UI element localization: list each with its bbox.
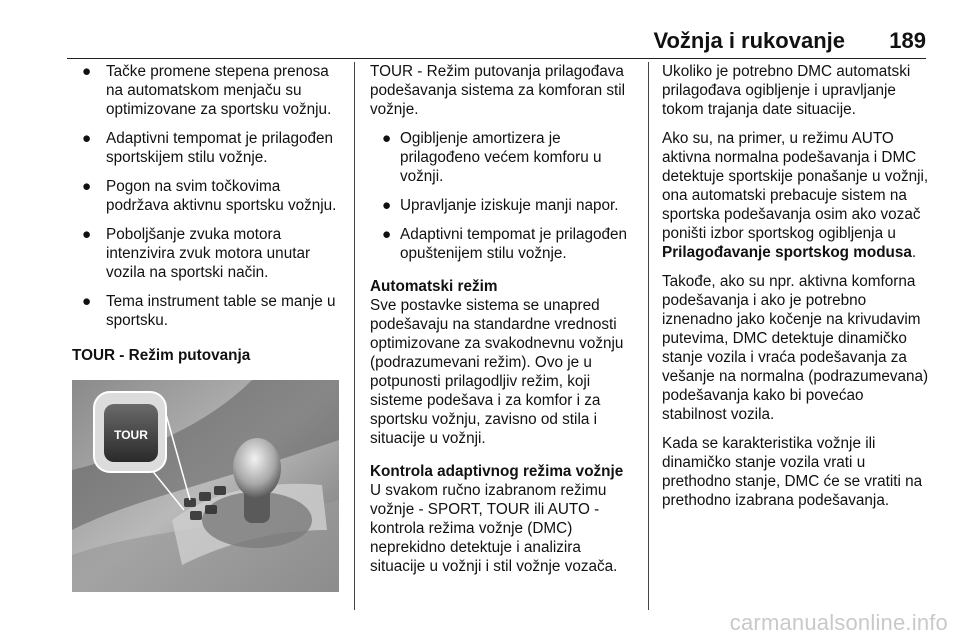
list-item: ● Ogibljenje amortizera je prilagođeno većem komforu u vožnji.	[382, 130, 602, 185]
bullet-icon: ●	[82, 293, 92, 310]
bullet-icon: ●	[82, 130, 92, 147]
tour-button-photo	[72, 380, 339, 592]
tour-features-list	[370, 129, 638, 263]
list-item: ● Poboljšanje zvuka motora intenzivira zvuk motora unutar vozila na sportski način.	[82, 226, 311, 281]
sport-features-list	[72, 62, 340, 330]
bullet-icon: ●	[82, 178, 92, 195]
bullet-icon: ●	[82, 226, 92, 243]
page-header	[0, 0, 960, 58]
list-item: ● Tema instrument table se manje u sportsku.	[82, 293, 336, 329]
column-divider-2	[648, 62, 649, 610]
chapter-title: Vožnja i rukovanje	[653, 28, 845, 53]
tour-button-label: TOUR	[114, 428, 148, 442]
tour-intro: TOUR - Režim putovanja prilagođava podešavanja sistema za komforan stil vožnje.	[370, 63, 626, 118]
paragraph: Ako su, na primer, u režimu AUTO aktivna normalna podešavanja i DMC detektuje sportskije ponašanje u vožnji, ona automatski prebacuje sistem na sportska podešavanja osim ako vozač poništi izbor sportskog ogibljenja u Prilagođavanje sportskog modusa.	[662, 130, 929, 261]
paragraph: Kada se karakteristika vožnje ili dinamičko stanje vozila vrati u prethodno stanje, DMC će se vratiti na prethodno izabrana podešavanja.	[662, 435, 923, 509]
list-item: ● Pogon na svim točkovima podržava aktivnu sportsku vožnju.	[82, 178, 337, 214]
header-rule	[67, 58, 926, 59]
bullet-icon: ●	[82, 63, 92, 80]
bullet-icon: ●	[382, 130, 392, 147]
page-number: 189	[889, 28, 926, 53]
tour-mode-heading: TOUR - Režim putovanja	[72, 347, 251, 364]
list-item: ● Upravljanje iziskuje manji napor.	[382, 197, 619, 214]
column-divider-1	[354, 62, 355, 610]
paragraph: Takođe, ako su npr. aktivna komforna podešavanja i ako je potrebno iznenadno jako kočenje na krivudavim putevima, DMC detektuje dinamičko stanje vozila i vraća podešavanja za vešanje na normalna (podrazumevana) podešavanja kako bi povećao stabilnost vozila.	[662, 273, 929, 423]
list-item: ● Adaptivni tempomat je prilagođen opuštenijem stilu vožnje.	[382, 226, 628, 262]
watermark: carmanualsonline.info	[729, 610, 948, 635]
column-1	[72, 62, 340, 365]
cross-reference-link[interactable]: Prilagođavanje sportskog modusa	[662, 244, 912, 261]
column-3	[662, 62, 930, 520]
dmc-heading: Kontrola adaptivnog režima vožnje	[370, 463, 624, 480]
bullet-icon: ●	[382, 197, 392, 214]
paragraph: Ukoliko je potrebno DMC automatski prilagođava ogibljenje i upravljanje tokom trajanja date situacije.	[662, 63, 911, 118]
list-item: ● Adaptivni tempomat je prilagođen sportskijem stilu vožnje.	[82, 130, 334, 166]
bullet-icon: ●	[382, 226, 392, 243]
auto-mode-heading: Automatski režim	[370, 278, 498, 295]
list-item: ● Tačke promene stepena prenosa na automatskom menjaču su optimizovane za sportsku vožnju.	[82, 63, 332, 118]
auto-mode-text: Sve postavke sistema se unapred podešavaju na standardne vrednosti optimizovane za svakodnevnu vožnju (podrazumevani režim). Ovo je u potpunosti prilagodljiv režim, koji sisteme podešava i za komfor i za sportsku vožnju, zavisno od stila i situacije u vožnji.	[370, 297, 624, 447]
dmc-text: U svakom ručno izabranom režimu vožnje - SPORT, TOUR ili AUTO - kontrola režima vožnje (DMC) neprekidno detektuje i analizira situacije u vožnji i stil vožnje vozača.	[370, 482, 618, 575]
column-2	[370, 62, 638, 586]
